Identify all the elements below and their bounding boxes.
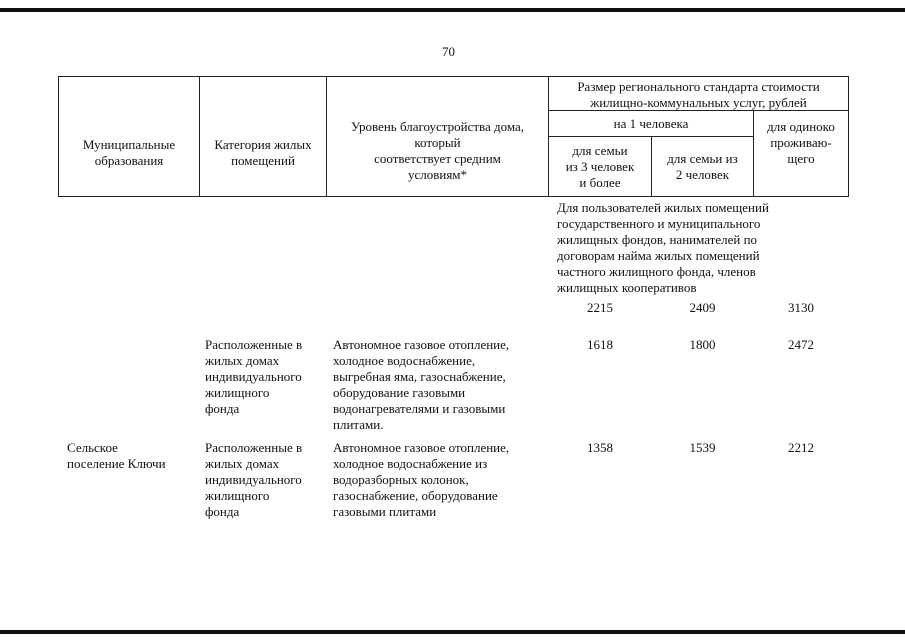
header-municipality: Муниципальные образования xyxy=(82,137,176,168)
header-per-person: на 1 человека xyxy=(613,116,689,131)
row0-single: 3130 xyxy=(788,300,814,315)
row0-family3: 2215 xyxy=(587,300,613,315)
header-family2: для семьи из 2 человек xyxy=(667,151,738,182)
table-right-line xyxy=(848,76,849,197)
row1-family2: 1800 xyxy=(689,337,716,352)
top-border xyxy=(0,8,905,12)
header-single: для одиноко проживаю- щего xyxy=(767,119,835,166)
row2-family3: 1358 xyxy=(587,440,613,455)
bottom-border xyxy=(0,630,905,634)
row2-level: Автономное газовое отопление, холодное водоснабжение из водоразборных колонок, газоснабжение, оборудование газовыми плитами xyxy=(333,440,510,519)
header-group-title: Размер регионального стандарта стоимости жилищно-коммунальных услуг, рублей xyxy=(577,79,820,110)
table-top-line xyxy=(58,76,848,77)
page-number: 70 xyxy=(442,44,455,59)
row2-municipality: Сельское поселение Ключи xyxy=(67,440,166,471)
header-category: Категория жилых помещений xyxy=(214,137,312,168)
row1-level: Автономное газовое отопление, холодное водоснабжение, выгребная яма, газоснабжение, оборудование газовыми водонагревателями и газовыми плитами. xyxy=(333,337,510,432)
header-level: Уровень благоустройства дома, который соответствует средним условиям* xyxy=(350,119,525,182)
row0-family2: 2409 xyxy=(689,300,716,315)
note-text: Для пользователей жилых помещений государственного и муниципального жилищных фондов, нанимателей по договорам найма жилых помещений частного жилищного фонда, членов жилищных кооперативов xyxy=(557,200,769,295)
row2-category: Расположенные в жилых домах индивидуального жилищного фонда xyxy=(205,440,303,519)
header-bottom-line xyxy=(58,196,848,197)
row1-single: 2472 xyxy=(788,337,814,352)
row2-family2: 1539 xyxy=(689,440,716,455)
row2-single: 2212 xyxy=(788,440,814,455)
header-family3: для семьи из 3 человек и более xyxy=(565,143,635,190)
row1-family3: 1618 xyxy=(587,337,613,352)
row1-category: Расположенные в жилых домах индивидуального жилищного фонда xyxy=(205,337,303,416)
